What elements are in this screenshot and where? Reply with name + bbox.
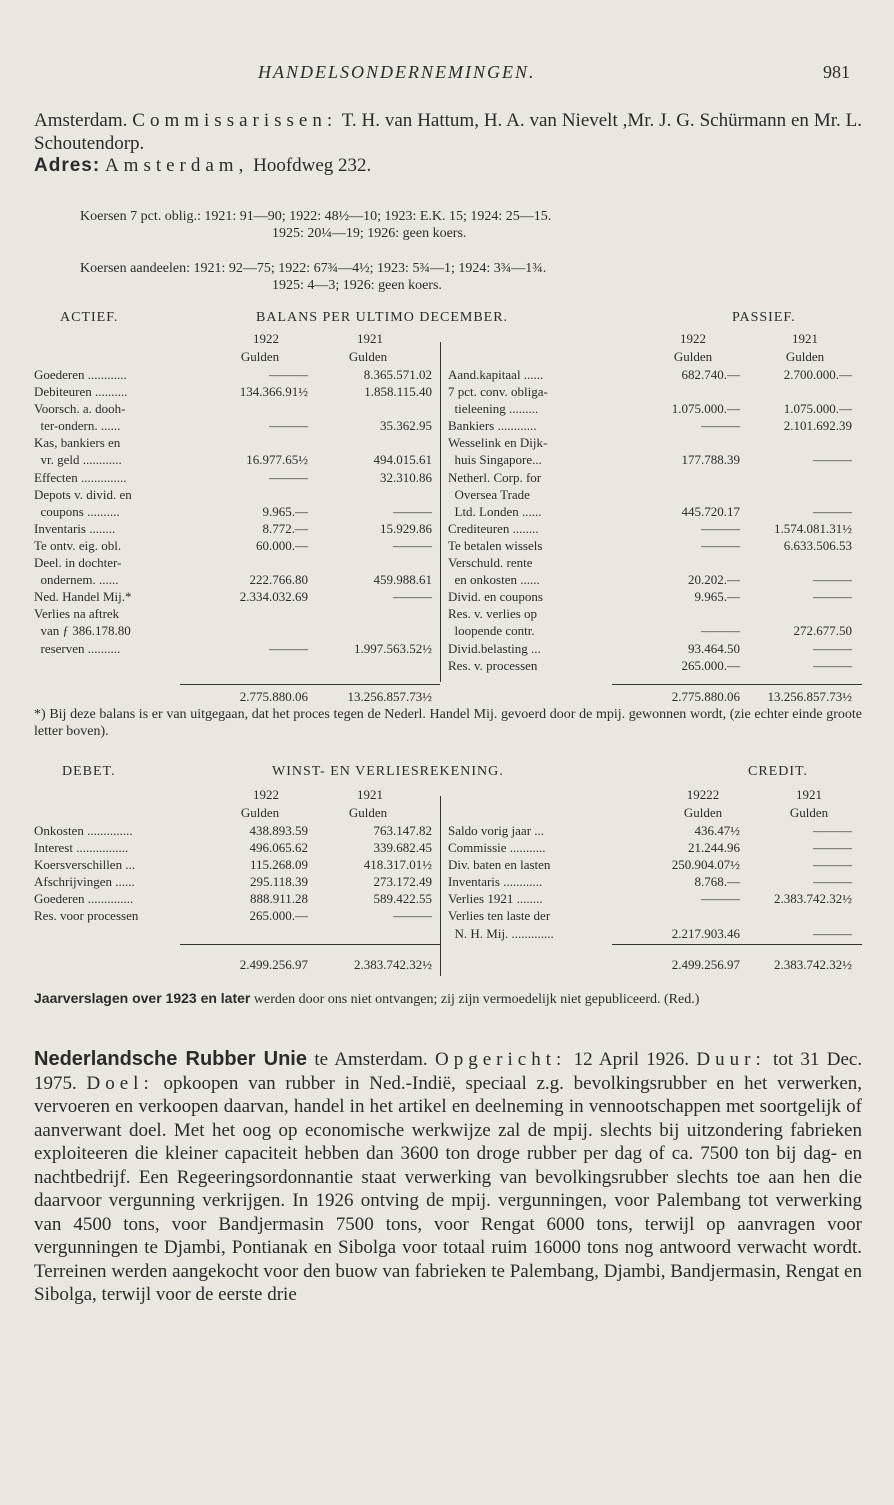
winst-debet-1922-values: 438.893.59 496.065.62 115.268.09 295.118.39 888.911.28 265.000.— [249,823,308,924]
balans-actief-items: Goederen ............ Debiteuren .......... Voorsch. a. dooh- ter-ondern. ...... Kas, bankiers en vr. geld ............ Effecten .............. Depots v. divid. en coupons .......... Inventaris ........ Te ontv. eig. obl. Deel. in dochter- ondernem. ...... Ned. Handel Mij.* Verlies na aftrek van ƒ 386.178.80 reserven .......... [34,367,132,656]
balans-passief-1921-values: 2.700.000.— 1.075.000.— 2.101.692.39 ——— ——— 1.574.081.31½ 6.633.506.53 ——— ——— 272.677.50 ——— ——— [774,367,852,673]
balans-actief-year-1922: 1922 [253,331,279,346]
rubber-unie-city: te Amsterdam. [314,1049,428,1070]
winst-credit-unit-1921: Gulden [789,805,829,820]
koersen-obligaties [80,208,551,242]
winst-credit-unit-1922: Gulden [683,805,723,820]
balans-passief-total-1922: 2.775.880.06 [671,689,740,704]
intro-city: Amsterdam. [34,110,128,131]
winst-credit-total-1921: 2.383.742.32½ [774,957,852,972]
balans-actief-year-1921: 1921 [357,331,383,346]
winst-debet-unit-1922: Gulden [240,805,280,820]
adres-street: Hoofdweg 232. [253,155,372,176]
doel-text: opkoopen van rubber in Ned.-Indië, speciaal z.g. bevolkingsrubber en het verwerken, vervoeren en verkoopen daarvan, handel in het artikel en deelneming in vennootschappen met soortgelijk of aanverwant doel. Met het oog op economische werkwijze zal de mpij. slechts bij uitzondering fabrieken exploiteeren die kleiner capaciteit hebben dan 3600 ton droge rubber per dag of ca. 7500 ton bij dag- en nachtbedrijf. Een Regeeringsordonnantie staat verwerking van bevolkingsrubber slechts toe aan hen die daarvoor vergunning verkrijgen. In 1926 ontving de mpij. vergunningen, voor Palembang tot verwerking van 4500 tons, voor Bandjermasin 7500 tons, voor Rengat 6000 tons, terwijl op aanvragen voor vergunningen te Djambi, Pontianak en Sibolga voor totaal ruim 16000 tons nog antwoord verwacht wordt. Terreinen werden aangekocht voor den buow van fabrieken te Palembang, Djambi, Bandjermasin, Rengat en Sibolga, terwijl voor de eerste drie [34,1072,863,1305]
winst-debet-1921-values: 763.147.82 339.682.45 418.317.01½ 273.172.49 589.422.55 ——— [363,823,432,924]
adres-label: Adres: [34,155,101,176]
page-header [0,62,894,86]
balans-passief-1922-values: 682.740.— 1.075.000.— ——— 177.788.39 445.720.17 ——— ——— 20.202.— 9.965.— ——— 93.464.50 265.000.— [671,367,740,673]
opgericht-label: Opgericht: [435,1049,567,1070]
balans-passief-items: Aand.kapitaal ...... 7 pct. conv. obliga- tieleening ......... Bankiers ............ Wesselink en Dijk- huis Singapore... Netherl. Corp. for Oversea Trade Ltd. Londen ...... Crediteuren ........ Te betalen wissels Verschuld. rente en onkosten ...... Divid. en coupons Res. v. verlies op loopende contr. Divid.belasting ... Res. v. processen [448,367,548,673]
rubber-unie-name: Nederlandsche Rubber Unie [34,1048,307,1070]
winst-credit-year-1921: 1921 [796,787,822,802]
balans-actief-1921-values: 8.365.571.02 1.858.115.40 35.362.95 494.015.61 32.310.86 ——— 15.929.86 ——— 459.988.61 ——— 1.997.563.52½ [354,367,432,656]
balans-actief-total-1921: 13.256.857.73½ [347,689,432,704]
winst-credit-total-1922: 2.499.256.97 [671,957,740,972]
jaarverslagen-note [34,990,862,1008]
intro-paragraph [34,110,862,178]
winst-debet-label: DEBET. [62,764,116,779]
balans-passief-unit-1922: Gulden [673,349,713,364]
koersen-obligaties-line2: 1925: 20¼—19; 1926: geen koers. [272,226,467,241]
balans-passief-year-1921: 1921 [792,331,818,346]
winst-debet-year-1921: 1921 [357,787,383,802]
balans-actief-1922-values: ——— 134.366.91½ ——— 16.977.65½ ——— 9.965.— 8.772.— 60.000.— 222.766.80 2.334.032.69 ——— [239,367,308,656]
jaarverslagen-bold: Jaarverslagen over 1923 en later [34,990,251,1006]
winst-debet-total-rule [180,944,440,945]
balans-passief-unit-1921: Gulden [785,349,825,364]
winst-credit-items: Saldo vorig jaar ... Commissie ........... Div. baten en lasten Inventaris ............ Verlies 1921 ........ Verlies ten laste der N. H. Mij. ............. [448,823,554,941]
balans-actief-label: ACTIEF. [60,310,119,325]
balans-footnote: *) Bij deze balans is er van uitgegaan, dat het proces tegen de Nederl. Handel Mij. gevoerd door de mpij. gewonnen wordt, (zie echter einde groote letter boven). [34,707,862,739]
commissarissen-text: T. H. van Hattum, H. A. van Nievelt ,Mr. J. G. Schürmann en Mr. L. Schoutendorp. [34,110,862,154]
winst-credit-year-1922: 19222 [686,787,720,802]
balans-title: BALANS PER ULTIMO DECEMBER. [256,310,509,325]
winst-debet-year-1922: 1922 [253,787,279,802]
duur-text: tot 31 Dec. 1975. [34,1049,863,1094]
page-number: 981 [823,62,850,82]
balans-passief-total-rule [612,684,862,685]
doel-label: Doel: [86,1072,154,1094]
balans-actief-unit-1921: Gulden [348,349,388,364]
duur-label: Duur: [696,1049,766,1070]
rubber-unie-paragraph [34,1048,862,1307]
running-head: HANDELSONDERNEMINGEN. [258,62,536,82]
koersen-aandeelen [80,260,546,294]
winst-debet-items: Onkosten .............. Interest ................ Koersverschillen ... Afschrijvingen ...... Goederen .............. Res. voor processen [34,823,139,924]
winst-credit-1922-values: 436.47½ 21.244.96 250.904.07½ 8.768.— ——— 2.217.903.46 [671,823,740,941]
opgericht-date: 12 April 1926. [573,1049,690,1070]
jaarverslagen-rest: werden door ons niet ontvangen; zij zijn vermoedelijk niet gepubliceerd. (Red.) [253,992,700,1007]
winst-debet-total-1921: 2.383.742.32½ [354,957,432,972]
balans-passief-label: PASSIEF. [732,310,796,325]
adres-city: Amsterdam, [104,155,249,176]
koersen-obligaties-line1: Koersen 7 pct. oblig.: 1921: 91—90; 1922: 48½—10; 1923: E.K. 15; 1924: 25—15. [80,209,552,224]
winst-center-divider [440,796,441,976]
winst-debet-total-1922: 2.499.256.97 [239,957,308,972]
koersen-aandeelen-line1: Koersen aandeelen: 1921: 92—75; 1922: 67¾—4½; 1923: 5¾—1; 1924: 3¾—1¾. [80,261,547,276]
commissarissen-label: Commissarissen: [132,110,338,131]
winst-credit-label: CREDIT. [748,764,809,779]
winst-title: WINST- EN VERLIESREKENING. [272,764,504,779]
balans-passief-total-1921: 13.256.857.73½ [767,689,852,704]
winst-debet-unit-1921: Gulden [348,805,388,820]
koersen-aandeelen-line2: 1925: 4—3; 1926: geen koers. [272,278,442,293]
balans-actief-total-1922: 2.775.880.06 [239,689,308,704]
winst-credit-total-rule [612,944,862,945]
winst-credit-1921-values: ——— ——— ——— ——— 2.383.742.32½ ——— [774,823,852,941]
balans-actief-unit-1922: Gulden [240,349,280,364]
balans-actief-total-rule [180,684,440,685]
balans-passief-year-1922: 1922 [680,331,706,346]
balans-center-divider [440,342,441,682]
